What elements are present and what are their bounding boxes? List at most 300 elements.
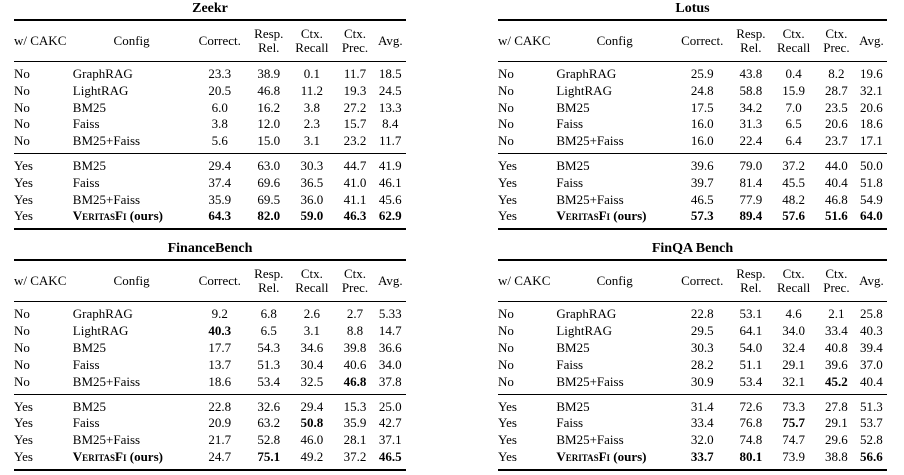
cell-metric: 75.7 <box>782 415 805 431</box>
config-name: Faiss <box>72 415 100 431</box>
cell-metric: 76.8 <box>739 415 763 431</box>
config-name: GraphRAG <box>556 66 617 81</box>
cell-metric: 15.7 <box>343 116 367 132</box>
cell-metric: 51.3 <box>860 398 883 414</box>
cell-metric: 36.6 <box>378 340 402 356</box>
row-group <box>14 62 406 154</box>
table-row <box>14 175 406 192</box>
table-title-finqa-bench: FinQA Bench <box>651 241 734 257</box>
cell-metric: 29.1 <box>782 356 805 372</box>
cell-metric: 46.1 <box>378 174 402 190</box>
cell-metric: 42.7 <box>378 415 402 431</box>
config-name: LightRAG <box>556 82 612 98</box>
cell-metric: 64.1 <box>739 323 763 339</box>
table-row <box>14 323 406 340</box>
cell-cakc: Yes <box>14 415 33 431</box>
cell-cakc: No <box>498 373 514 389</box>
cell-config: VeritasFi (ours) <box>556 208 647 224</box>
table-row <box>498 432 887 449</box>
cell-config <box>556 99 673 116</box>
config-name: VeritasFi <box>72 208 127 224</box>
cell-metric: 53.1 <box>739 306 763 322</box>
cell-metric: 64.3 <box>208 208 232 224</box>
table-financebench <box>14 241 406 470</box>
cell-metric: 11.2 <box>300 82 324 98</box>
cell-metric: 0.4 <box>785 66 802 81</box>
cell-metric: 34.6 <box>300 340 324 356</box>
cell-metric: 24.8 <box>690 82 714 98</box>
cell-metric: 15.0 <box>257 133 281 149</box>
cell-metric: 13.3 <box>378 99 402 115</box>
row-group <box>498 62 887 154</box>
column-header: w/ CAKC <box>14 260 73 302</box>
table-row <box>498 133 887 154</box>
cell-metric: 52.8 <box>257 432 281 448</box>
cell-metric: 2.7 <box>346 306 364 322</box>
cell-metric: 63.2 <box>257 415 281 431</box>
table-zeekr <box>14 1 406 230</box>
config-name: VeritasFi <box>556 208 611 224</box>
config-name: BM25 <box>556 99 590 115</box>
cell-metric: 3.1 <box>303 133 321 149</box>
cell-metric: 64.0 <box>860 208 883 224</box>
cell-metric: 14.7 <box>378 323 402 339</box>
results-table-zeekr <box>14 19 406 230</box>
cell-metric: 75.1 <box>257 448 281 464</box>
table-row <box>498 208 887 229</box>
cell-config <box>556 191 673 208</box>
cell-metric: 9.2 <box>211 306 228 322</box>
cell-metric: 3.8 <box>211 116 228 132</box>
cell-config <box>556 133 673 154</box>
cell-config <box>556 116 673 133</box>
cell-metric: 30.9 <box>690 373 714 389</box>
results-table-financebench <box>14 259 406 470</box>
cell-metric: 48.2 <box>782 191 805 207</box>
cell-metric: 32.1 <box>782 373 805 389</box>
column-header: Ctx. Recall <box>770 260 817 302</box>
cell-metric: 23.3 <box>208 66 232 81</box>
cell-metric: 44.7 <box>343 158 367 174</box>
cell-metric: 6.0 <box>211 99 228 115</box>
cell-metric: 36.0 <box>300 191 324 207</box>
cell-cakc: No <box>498 116 514 132</box>
cell-metric: 54.9 <box>860 191 883 207</box>
cell-metric: 35.9 <box>208 191 232 207</box>
cell-metric: 37.4 <box>208 174 232 190</box>
cell-metric: 8.4 <box>382 116 399 132</box>
cell-config <box>73 175 191 192</box>
cell-metric: 29.5 <box>690 323 714 339</box>
cell-config <box>556 62 673 83</box>
cell-metric: 81.4 <box>739 174 763 190</box>
cell-metric: 45.2 <box>825 373 848 389</box>
cell-metric: 39.6 <box>825 356 848 372</box>
column-header: Ctx. Prec. <box>335 20 374 62</box>
cell-metric: 74.7 <box>782 432 805 448</box>
cell-metric: 40.3 <box>208 323 232 339</box>
cell-metric: 13.7 <box>208 356 232 372</box>
cell-metric: 23.5 <box>825 99 848 115</box>
config-name: Faiss <box>556 415 584 431</box>
table-row <box>14 82 406 99</box>
table-row <box>498 415 887 432</box>
table-row <box>498 82 887 99</box>
header-row <box>498 260 887 302</box>
config-name: LightRAG <box>72 323 129 339</box>
cell-cakc: No <box>14 373 30 389</box>
column-header: Ctx. Prec. <box>817 260 856 302</box>
column-header: Resp. Rel. <box>249 20 288 62</box>
cell-cakc: No <box>14 99 30 115</box>
cell-config: VeritasFi (ours) <box>72 448 163 464</box>
cell-metric: 18.6 <box>860 116 883 132</box>
table-row <box>14 154 406 175</box>
cell-metric: 51.3 <box>257 356 281 372</box>
cell-metric: 29.4 <box>300 398 324 414</box>
cell-config <box>556 82 673 99</box>
config-name: Faiss <box>556 116 584 132</box>
cell-metric: 27.2 <box>343 99 367 115</box>
column-header: Ctx. Recall <box>288 20 335 62</box>
cell-metric: 4.6 <box>785 306 802 322</box>
cell-metric: 20.9 <box>208 415 232 431</box>
column-header: Ctx. Recall <box>770 20 817 62</box>
cell-metric: 40.8 <box>825 340 848 356</box>
config-name: LightRAG <box>556 323 612 339</box>
column-header: w/ CAKC <box>14 20 73 62</box>
cell-metric: 33.4 <box>690 415 714 431</box>
cell-metric: 77.9 <box>739 191 763 207</box>
config-name: Faiss <box>72 116 100 132</box>
cell-metric: 0.1 <box>303 66 321 81</box>
cell-metric: 51.8 <box>860 174 883 190</box>
cell-metric: 20.6 <box>825 116 848 132</box>
column-header: Avg. <box>856 260 887 302</box>
cell-metric: 30.4 <box>300 356 324 372</box>
config-name: BM25 <box>72 340 107 356</box>
cell-metric: 82.0 <box>257 208 281 224</box>
table-row <box>14 99 406 116</box>
cell-metric: 15.9 <box>782 82 805 98</box>
cell-metric: 32.5 <box>300 373 324 389</box>
table-row <box>14 356 406 373</box>
table-row <box>498 449 887 470</box>
row-group <box>498 394 887 470</box>
cell-metric: 53.4 <box>257 373 281 389</box>
cell-metric: 40.6 <box>343 356 367 372</box>
cell-cakc: Yes <box>14 398 33 414</box>
table-row <box>498 62 887 83</box>
cell-metric: 3.1 <box>303 323 321 339</box>
config-name: BM25+Faiss <box>556 432 624 448</box>
table-row <box>498 154 887 175</box>
cell-metric: 16.0 <box>690 133 714 149</box>
cell-config <box>73 116 191 133</box>
cell-metric: 38.9 <box>257 66 281 81</box>
cell-metric: 37.8 <box>378 373 402 389</box>
cell-config <box>73 356 191 373</box>
cell-cakc: No <box>14 323 30 339</box>
cell-config <box>556 302 673 323</box>
column-header: Avg. <box>375 20 406 62</box>
config-name: BM25+Faiss <box>556 373 624 389</box>
cell-cakc: No <box>498 133 514 149</box>
column-header: Correct. <box>673 260 731 302</box>
cell-metric: 35.9 <box>343 415 367 431</box>
cell-metric: 33.7 <box>690 448 714 464</box>
column-header: Config <box>73 260 191 302</box>
cell-metric: 32.0 <box>690 432 714 448</box>
cell-metric: 31.4 <box>690 398 714 414</box>
table-row <box>498 373 887 394</box>
table-row <box>14 373 406 394</box>
cell-metric: 53.7 <box>860 415 883 431</box>
config-name: BM25 <box>72 158 107 174</box>
cell-cakc: No <box>14 82 30 98</box>
cell-metric: 33.4 <box>825 323 848 339</box>
cell-metric: 62.9 <box>378 208 402 224</box>
cell-metric: 43.8 <box>739 66 763 81</box>
cell-cakc: Yes <box>14 208 33 224</box>
cell-config <box>73 373 191 394</box>
cell-cakc: No <box>14 340 30 356</box>
cell-metric: 69.5 <box>257 191 281 207</box>
cell-config <box>73 302 191 323</box>
cell-metric: 17.1 <box>860 133 883 149</box>
cell-metric: 53.4 <box>739 373 763 389</box>
cell-metric: 18.6 <box>208 373 232 389</box>
config-name: BM25+Faiss <box>72 432 141 448</box>
header-row <box>14 20 406 62</box>
cell-config <box>556 323 673 340</box>
cell-cakc: No <box>14 306 30 322</box>
cell-metric: 25.0 <box>378 398 402 414</box>
cell-config <box>556 154 673 175</box>
cell-metric: 69.6 <box>257 174 281 190</box>
cell-metric: 56.6 <box>860 448 883 464</box>
cell-cakc: No <box>14 66 30 81</box>
config-name: GraphRAG <box>556 306 617 322</box>
config-name: BM25 <box>556 340 590 356</box>
config-name: VeritasFi <box>556 448 611 464</box>
cell-metric: 89.4 <box>739 208 763 224</box>
config-name: BM25+Faiss <box>72 191 141 207</box>
cell-metric: 57.6 <box>782 208 805 224</box>
cell-metric: 41.0 <box>343 174 367 190</box>
cell-cakc: Yes <box>498 208 517 224</box>
cell-metric: 52.8 <box>860 432 883 448</box>
cell-metric: 32.1 <box>860 82 883 98</box>
cell-metric: 2.3 <box>303 116 321 132</box>
cell-cakc: Yes <box>14 174 33 190</box>
cell-metric: 40.3 <box>860 323 883 339</box>
cell-config <box>556 175 673 192</box>
config-name: GraphRAG <box>72 306 133 322</box>
cell-metric: 22.8 <box>690 306 714 322</box>
cell-metric: 41.9 <box>378 158 402 174</box>
cell-metric: 6.5 <box>785 116 802 132</box>
cell-cakc: Yes <box>498 158 517 174</box>
table-title-lotus: Lotus <box>675 1 710 16</box>
cell-metric: 20.6 <box>860 99 883 115</box>
cell-metric: 6.5 <box>260 323 277 339</box>
cell-metric: 12.0 <box>257 116 281 132</box>
cell-cakc: No <box>498 66 514 81</box>
cell-metric: 73.9 <box>782 448 805 464</box>
cell-metric: 39.8 <box>343 340 367 356</box>
cell-metric: 16.0 <box>690 116 714 132</box>
cell-cakc: Yes <box>498 398 517 414</box>
cell-metric: 2.1 <box>828 306 845 322</box>
cell-config <box>556 394 673 415</box>
cell-config <box>73 340 191 357</box>
cell-cakc: Yes <box>14 191 33 207</box>
table-row <box>498 302 887 323</box>
cell-metric: 25.8 <box>860 306 883 322</box>
cell-metric: 49.2 <box>300 448 324 464</box>
cell-metric: 6.4 <box>785 133 802 149</box>
table-row <box>14 432 406 449</box>
cell-metric: 45.5 <box>782 174 805 190</box>
cell-cakc: No <box>498 323 514 339</box>
cell-metric: 31.3 <box>739 116 763 132</box>
table-finqa-bench <box>498 241 887 470</box>
column-header: Resp. Rel. <box>731 20 770 62</box>
config-name: BM25+Faiss <box>72 133 141 149</box>
column-header: Correct. <box>190 20 249 62</box>
cell-metric: 28.7 <box>825 82 848 98</box>
cell-metric: 73.3 <box>782 398 805 414</box>
cell-metric: 21.7 <box>208 432 232 448</box>
cell-metric: 19.6 <box>860 66 883 81</box>
cell-cakc: Yes <box>498 415 517 431</box>
cell-metric: 22.8 <box>208 398 232 414</box>
cell-metric: 50.8 <box>300 415 324 431</box>
table-title-zeekr: Zeekr <box>192 1 228 16</box>
config-name: Faiss <box>556 174 584 190</box>
column-header: w/ CAKC <box>498 260 556 302</box>
cell-metric: 41.1 <box>343 191 367 207</box>
cell-metric: 39.4 <box>860 340 883 356</box>
cell-metric: 23.7 <box>825 133 848 149</box>
cell-metric: 40.4 <box>860 373 883 389</box>
cell-metric: 29.4 <box>208 158 232 174</box>
table-row <box>498 99 887 116</box>
cell-metric: 28.1 <box>343 432 367 448</box>
config-name: VeritasFi <box>72 448 127 464</box>
results-table-lotus <box>498 19 887 230</box>
cell-metric: 54.0 <box>739 340 763 356</box>
cell-metric: 46.8 <box>825 191 848 207</box>
cell-metric: 15.3 <box>343 398 367 414</box>
cell-config <box>73 432 191 449</box>
table-row <box>498 323 887 340</box>
cell-config <box>556 373 673 394</box>
cell-cakc: No <box>498 82 514 98</box>
cell-metric: 19.3 <box>343 82 367 98</box>
cell-metric: 30.3 <box>690 340 714 356</box>
config-name: Faiss <box>556 356 584 372</box>
cell-metric: 63.0 <box>257 158 281 174</box>
cell-metric: 7.0 <box>785 99 802 115</box>
cell-metric: 2.6 <box>303 306 321 322</box>
config-name: Faiss <box>72 356 100 372</box>
cell-metric: 57.3 <box>690 208 714 224</box>
cell-cakc: No <box>498 356 514 372</box>
cell-metric: 8.8 <box>346 323 364 339</box>
cell-cakc: Yes <box>498 448 517 464</box>
table-row <box>14 116 406 133</box>
cell-metric: 37.2 <box>343 448 367 464</box>
cell-metric: 16.2 <box>257 99 281 115</box>
cell-metric: 34.0 <box>378 356 402 372</box>
column-header: Correct. <box>190 260 249 302</box>
column-header: Config <box>556 260 673 302</box>
cell-metric: 5.33 <box>378 306 402 322</box>
cell-metric: 17.7 <box>208 340 232 356</box>
cell-metric: 25.9 <box>690 66 714 81</box>
cell-config: VeritasFi (ours) <box>72 208 163 224</box>
cell-metric: 32.4 <box>782 340 805 356</box>
cell-cakc: Yes <box>498 174 517 190</box>
cell-metric: 58.8 <box>739 82 763 98</box>
header-row <box>498 20 887 62</box>
table-row <box>14 415 406 432</box>
cell-cakc: No <box>14 356 30 372</box>
config-name: BM25 <box>556 158 590 174</box>
cell-metric: 44.0 <box>825 158 848 174</box>
cell-cakc: Yes <box>14 448 33 464</box>
column-header: Config <box>556 20 673 62</box>
cell-metric: 51.6 <box>825 208 848 224</box>
cell-cakc: Yes <box>498 191 517 207</box>
cell-metric: 46.3 <box>343 208 367 224</box>
cell-config <box>73 62 191 83</box>
cell-config <box>556 340 673 357</box>
cell-config <box>73 191 191 208</box>
row-group <box>498 302 887 394</box>
cell-metric: 36.5 <box>300 174 324 190</box>
table-row <box>14 133 406 154</box>
table-row <box>14 208 406 229</box>
cell-metric: 18.5 <box>378 66 402 81</box>
table-row <box>498 175 887 192</box>
table-row <box>498 116 887 133</box>
cell-metric: 37.1 <box>378 432 402 448</box>
row-group <box>498 154 887 230</box>
cell-metric: 37.0 <box>860 356 883 372</box>
cell-config <box>556 432 673 449</box>
cell-metric: 46.5 <box>690 191 714 207</box>
cell-config <box>73 133 191 154</box>
column-header: Ctx. Prec. <box>817 20 856 62</box>
cell-cakc: No <box>498 340 514 356</box>
cell-metric: 46.8 <box>343 373 367 389</box>
table-title-financebench: FinanceBench <box>167 241 253 257</box>
cell-cakc: No <box>498 99 514 115</box>
column-header: w/ CAKC <box>498 20 556 62</box>
cell-config <box>73 82 191 99</box>
config-name: GraphRAG <box>72 66 133 81</box>
table-row <box>498 394 887 415</box>
header-row <box>14 260 406 302</box>
cell-config <box>73 99 191 116</box>
cell-metric: 24.5 <box>378 82 402 98</box>
table-row <box>498 191 887 208</box>
cell-metric: 59.0 <box>300 208 324 224</box>
config-name: BM25+Faiss <box>72 373 141 389</box>
